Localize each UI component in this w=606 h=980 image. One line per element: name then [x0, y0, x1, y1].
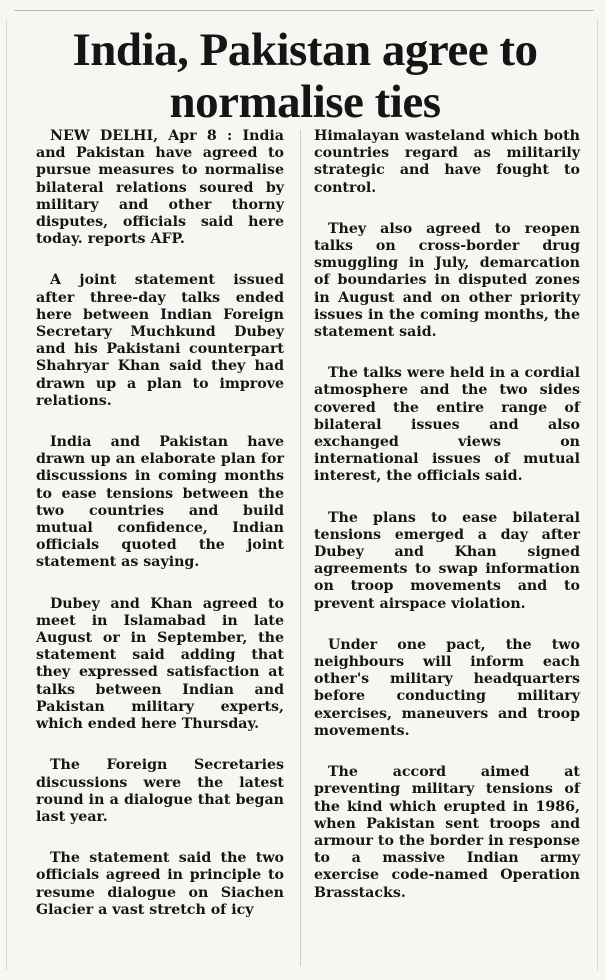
paragraph: Under one pact, the two neighbours will inform each other's military headquarters before conducting military exercises, maneuvers and troop movements.: [314, 636, 580, 739]
clipping-left-edge: [6, 20, 7, 970]
paragraph: Dubey and Khan agreed to meet in Islamabad in late August or in September, the statement said adding that they expressed satisfaction at talks between Indian and Pakistan military experts, which ended here Thursday.: [36, 595, 284, 733]
headline: India, Pakistan agree to normalise ties: [72, 24, 538, 128]
paragraph: The talks were held in a cordial atmosphere and the two sides covered the entire range of bilateral issues and also exchanged views on international issues of mutual interest, the officials said.: [314, 365, 580, 485]
clipping-top-edge: [14, 10, 594, 17]
paragraph: A joint statement issued after three-day talks ended here between Indian Foreign Secretary Muchkund Dubey and his Pakistani counterpart Shahryar Khan said they had drawn up a plan to improve relations.: [36, 272, 284, 409]
paragraph: Himalayan wasteland which both countries regard as militarily strategic and have fought to control.: [314, 128, 580, 196]
right-column: [314, 128, 580, 926]
left-column: [36, 128, 284, 943]
paragraph: The accord aimed at preventing military tensions of the kind which erupted in 1986, when Pakistan sent troops and armour to the border in response to a massive Indian army exercise code-named Operation Brasstacks.: [314, 764, 580, 901]
paragraph: The Foreign Secretaries discussions were the latest round in a dialogue that began last year.: [36, 757, 284, 825]
clipping-right-edge: [597, 20, 598, 970]
column-divider: [300, 130, 301, 966]
paragraph: The statement said the two officials agreed in principle to resume dialogue on Siachen Glacier a vast stretch of icy: [36, 850, 284, 918]
paragraph: The plans to ease bilateral tensions emerged a day after Dubey and Khan signed agreements to swap information on troop movements and to prevent airspace violation.: [314, 509, 580, 612]
paragraph: India and Pakistan have drawn up an elaborate plan for discussions in coming months to ease tensions between the two countries and build mutual confidence, Indian officials quoted the joint statement as saying.: [36, 434, 284, 571]
paragraph: NEW DELHI, Apr 8 : India and Pakistan have agreed to pursue measures to normalise bilateral relations soured by military and other thorny disputes, officials said here today. reports AFP.: [36, 128, 284, 248]
paragraph: They also agreed to reopen talks on cross-border drug smuggling in July, demarcation of boundaries in disputed zones in August and on other priority issues in the coming months, the statement said.: [314, 220, 580, 341]
